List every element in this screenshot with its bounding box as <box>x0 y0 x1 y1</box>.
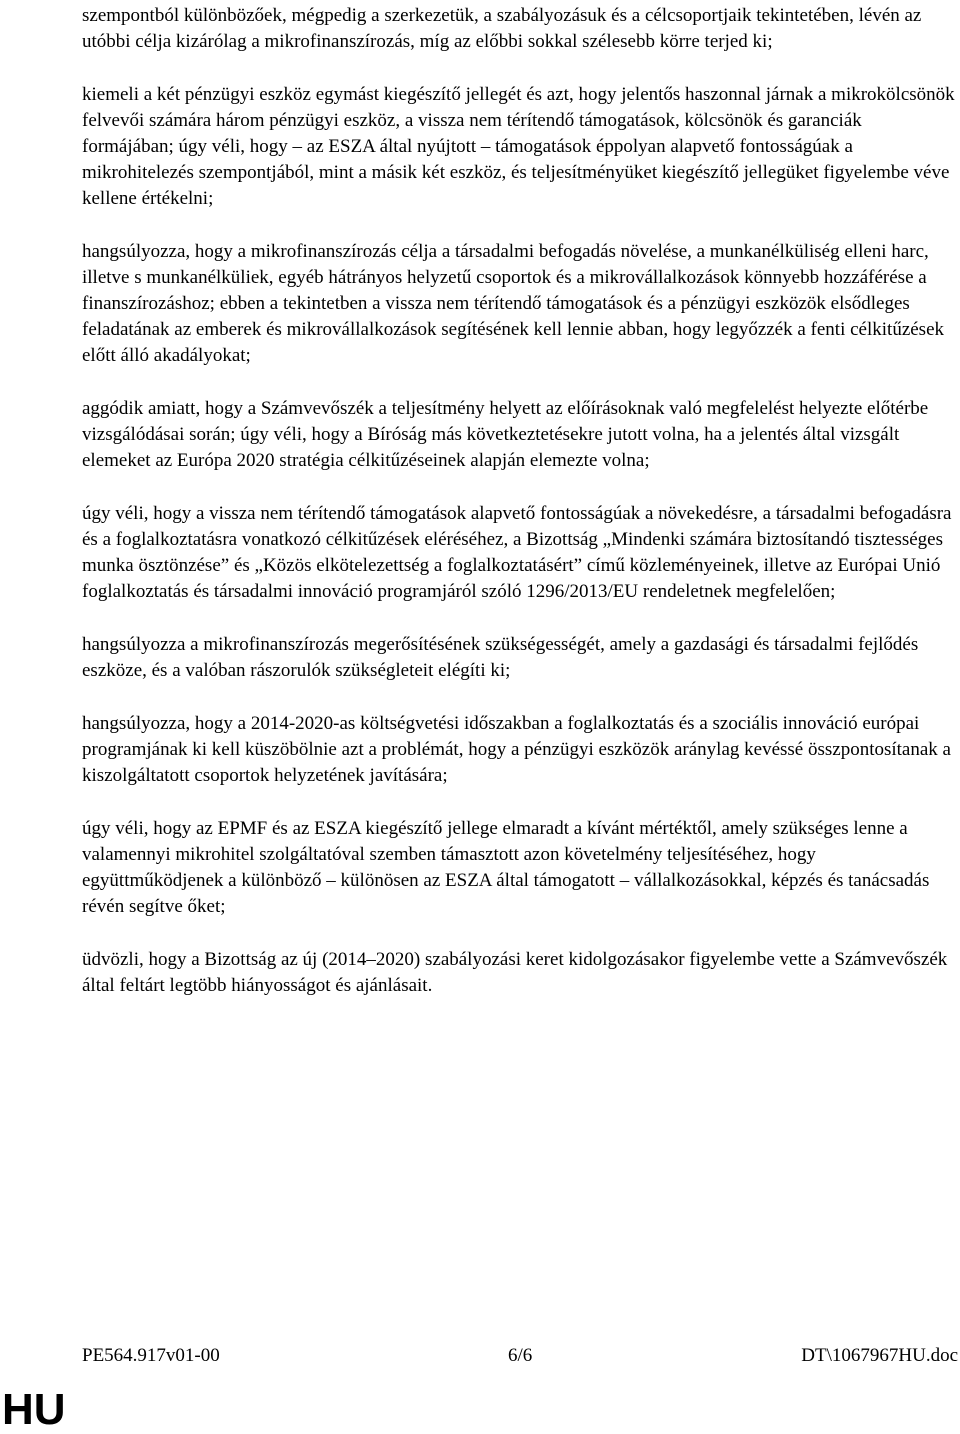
paragraph: üdvözli, hogy a Bizottság az új (2014–2020) szabályozási keret kidolgozásakor figyelembe vette a Számvevőszék által feltárt legtöbb hiányosságot és ajánlásait. <box>82 949 948 996</box>
paragraph: hangsúlyozza, hogy a 2014-2020-as költségvetési időszakban a foglalkoztatás és a szociális innováció európai programjának ki kell küszöbölnie azt a problémát, hogy a pénzügyi eszközök aránylag kevéssé összpontosítanak a kiszolgáltatott csoportok helyzetének javítására; <box>82 713 951 786</box>
paragraph: hangsúlyozza a mikrofinanszírozás megerősítésének szükségességét, amely a gazdasági és társadalmi fejlődés eszköze, és a valóban rászorulók szükségleteit elégíti ki; <box>82 634 919 681</box>
footer-reference: PE564.917v01-00 <box>82 1345 220 1366</box>
paragraph: kiemeli a két pénzügyi eszköz egymást kiegészítő jellegét és azt, hogy jelentős haszonnal járnak a mikrokölcsönök felvevői számára három pénzügyi eszköz, a vissza nem térítendő támogatások, kölcsönök és garanciák formájában; úgy véli, hogy – az ESZA által nyújtott – támogatások éppolyan alapvető fontosságúak a mikrohitelezés szempontjából, mint a másik két eszköz, és teljesítményüket kiegészítő jellegüket figyelembe véve kellene értékelni; <box>82 84 955 209</box>
footer-document-id: DT\1067967HU.doc <box>801 1345 958 1366</box>
paragraph: szempontból különbözőek, mégpedig a szerkezetük, a szabályozásuk és a célcsoportjaik tekintetében, lévén az utóbbi célja kizárólag a mikrofinanszírozás, míg az előbbi sokkal szélesebb körre terjed ki; <box>82 5 922 52</box>
document-body <box>82 3 958 1026</box>
footer-page-number: 6/6 <box>508 1345 533 1366</box>
paragraph: hangsúlyozza, hogy a mikrofinanszírozás célja a társadalmi befogadás növelése, a munkanélküliség elleni harc, illetve s munkanélküliek, egyéb hátrányos helyzetű csoportok és a mikrovállalkozások könnyebb hozzáférése a finanszírozáshoz; ebben a tekintetben a vissza nem térítendő támogatások és a pénzügyi eszközök elsődleges feladatának az emberek és mikrovállalkozások segítésének kell lennie abban, hogy legyőzzék a fenti célkitűzések előtt álló akadályokat; <box>82 241 945 366</box>
page-footer <box>82 1343 958 1369</box>
paragraph: aggódik amiatt, hogy a Számvevőszék a teljesítmény helyett az előírásoknak való megfelelést helyezte előtérbe vizsgálódásai során; úgy véli, hogy a Bíróság más következtetésekre jutott volna, ha a jelentés által vizsgált elemeket az Európa 2020 stratégia célkitűzéseinek alapján elemezte volna; <box>82 398 929 471</box>
language-code: HU <box>2 1385 66 1434</box>
paragraph: úgy véli, hogy az EPMF és az ESZA kiegészítő jellege elmaradt a kívánt mértéktől, amely szükséges lenne a valamennyi mikrohitel szolgáltatóval szemben támasztott azon követelmény teljesítéséhez, hogy együttműködjenek a különböző – különösen az ESZA által támogatott – vállalkozásokkal, képzés és tanácsadás révén segítve őket; <box>82 818 930 917</box>
paragraph: úgy véli, hogy a vissza nem térítendő támogatások alapvető fontosságúak a növekedésre, a társadalmi befogadásra és a foglalkoztatásra vonatkozó célkitűzések eléréséhez, a Bizottság „Mindenki számára biztosítandó tisztességes munka ösztönzése” és „Közös elkötelezettség a foglalkoztatásért” című közleményeinek, illetve az Európai Unió foglalkoztatás és társadalmi innováció programjáról szóló 1296/2013/EU rendeletnek megfelelően; <box>82 503 952 602</box>
